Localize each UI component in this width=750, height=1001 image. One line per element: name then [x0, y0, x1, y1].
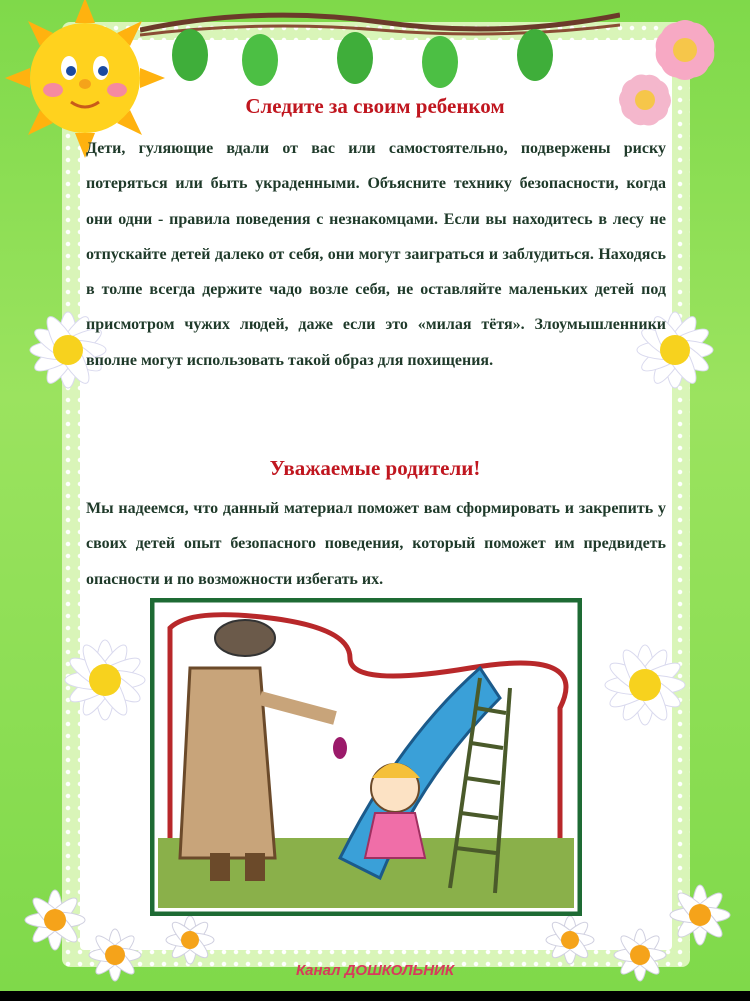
daisy-icon	[590, 625, 700, 745]
flower-icon	[590, 0, 750, 150]
illustration	[150, 598, 582, 916]
bottom-bar	[0, 991, 750, 1001]
daisy-icon	[50, 620, 160, 740]
vine-icon	[140, 0, 620, 90]
section-heading: Уважаемые родители!	[269, 456, 481, 480]
body-paragraph-2: Мы надеемся, что данный материал поможет вам сформировать и закрепить у своих детей опыт безопасного поведения, который поможет им предвидеть опасности и по возможности избегать их.	[86, 500, 666, 588]
page-title: Следите за своим ребенком	[245, 94, 505, 118]
body-paragraph-1: Дети, гуляющие вдали от вас или самостоятельно, подвержены риску потеряться или быть украденными. Объясните технику безопасности, когда они одни - правила поведения с незнакомцами. Если вы находитесь в лесу не отпускайте детей далеко от себя, они могут заиграться и заблудиться. Находясь в толпе всегда держите чадо возле себя, не оставляйте маленьких детей под присмотром чужих людей, даже если это «милая тётя». Злоумышленники вполне могут использовать такой образ для похищения.	[86, 140, 666, 369]
footer-caption: Канал ДОШКОЛЬНИК	[295, 962, 455, 979]
